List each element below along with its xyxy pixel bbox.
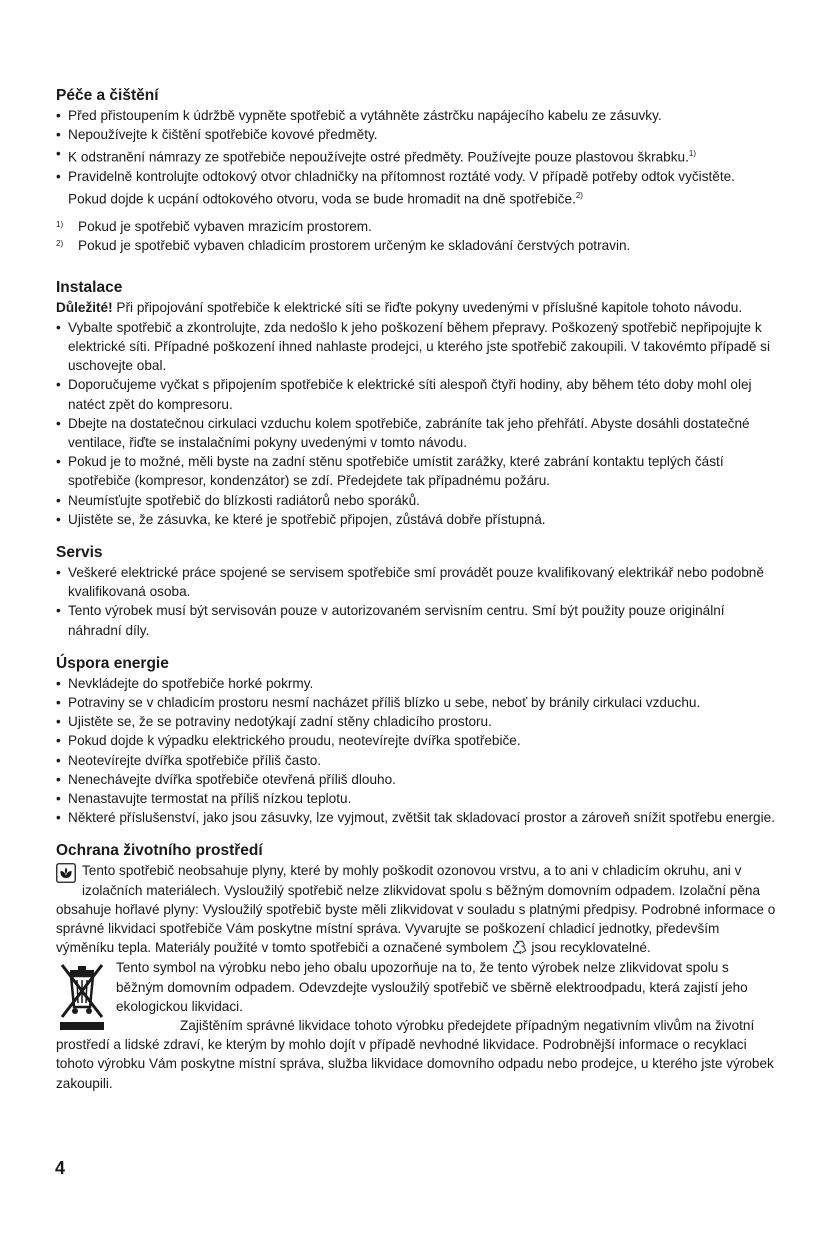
list-item: • Dbejte na dostatečnou cirkulaci vzduchu kolem spotřebiče, zabráníte tak jeho přehřátí. Abyste dosáhli dostatečné ventilace, řiďte se instalačními pokyny uvedenými v tomto návodu.	[56, 414, 776, 452]
care-title: Péče a čištění	[56, 87, 159, 104]
install-list	[56, 318, 776, 529]
ozone-friendly-icon	[56, 863, 76, 883]
list-item: • Před přistoupením k údržbě vypněte spotřebič a vytáhněte zástrčku napájecího kabelu ze zásuvky.	[56, 106, 776, 125]
list-item: • Neumísťujte spotřebič do blízkosti radiátorů nebo sporáků.	[56, 491, 776, 510]
list-item: • Nepoužívejte k čištění spotřebiče kovové předměty.	[56, 125, 776, 144]
environment-section	[56, 841, 776, 1092]
list-item: • Vybalte spotřebič a zkontrolujte, zda nedošlo k jeho poškození během přepravy. Poškozený spotřebič nepřipojujte k elektrické síti. Případné poškození ihned nahlaste prodejci, u kterého jste spotřebič zakoupili. V takovémto případě si uschovejte obal.	[56, 318, 776, 376]
list-item: • K odstranění námrazy ze spotřebiče nepoužívejte ostré předměty. Používejte pouze plastovou škrabku.$^{1)}$	[56, 144, 776, 167]
recycle-icon	[512, 940, 528, 954]
list-item: • Nevkládejte do spotřebiče horké pokrmy.	[56, 674, 776, 693]
disposal-paragraph: Zajištěním správné likvidace tohoto výrobku předejdete případným negativním vlivům na životní prostředí a lidské zdraví, ke kterým by mohlo dojít v případě nevhodné likvidace. Podrobnější informace o recyklaci tohoto výrobku Vám poskytne místní správa, služba likvidace domovního odpadu nebo prodejce, u kterého jste výrobek zakoupili.	[56, 1017, 774, 1091]
footnotes	[56, 217, 776, 255]
footnote: $^{1)}$ Pokud je spotřebič vybaven mrazicím prostorem.	[56, 219, 372, 235]
list-item: • Tento výrobek musí být servisován pouze v autorizovaném servisním centru. Smí být použity pouze originální náhradní díly.	[56, 601, 776, 639]
list-item: • Nenastavujte termostat na příliš nízkou teplotu.	[56, 789, 776, 808]
list-item: • Ujistěte se, že zásuvka, ke které je spotřebič připojen, zůstává dobře přístupná.	[56, 510, 776, 529]
energy-title: Úspora energie	[56, 654, 169, 672]
list-item: • Některé příslušenství, jako jsou zásuvky, lze vyjmout, zvětšit tak skladovací prostor a zároveň snížit spotřebu energie.	[56, 808, 776, 827]
list-item: • Ujistěte se, že se potraviny nedotýkají zadní stěny chladicího prostoru.	[56, 712, 776, 731]
list-item: • Pokud dojde k výpadku elektrického proudu, neotevírejte dvířka spotřebiče.	[56, 731, 776, 750]
weee-paragraph: Tento symbol na výrobku nebo jeho obalu upozorňuje na to, že tento výrobek nelze zlikvidovat spolu s běžným domovním odpadem. Odevzdejte vysloužilý spotřebič ve sběrně elektroodpadu, která zajistí jeho ekologickou likvidaci.	[56, 958, 776, 1016]
list-item: • Pokud je to možné, měli byste na zadní stěnu spotřebiče umístit zarážky, které zabrání kontaktu teplých částí spotřebiče (kompresor, kondenzátor) se zdí. Předejdete tak případnému požáru.	[56, 452, 776, 490]
install-title: Instalace	[56, 279, 123, 297]
footnote: $^{2)}$ Pokud je spotřebič vybaven chladicím prostorem určeným ke skladování čerstvých potravin.	[56, 238, 631, 254]
environment-title: Ochrana životního prostředí	[56, 842, 263, 860]
service-title: Servis	[56, 543, 103, 561]
page-number: 4	[55, 1158, 66, 1178]
service-list	[56, 563, 776, 640]
care-section	[56, 86, 776, 255]
crossed-out-bin-icon	[56, 961, 108, 1031]
environment-paragraph: Tento spotřebič neobsahuje plyny, které by mohly poškodit ozonovou vrstvu, a to ani v chladicím okruhu, ani v izolačních materiálech. Vysloužilý spotřebič nelze zlikvidovat spolu s běžným domovním odpadem. Izolační pěna obsahuje hořlavé plyny: Vysloužilý spotřebič byste měli zlikvidovat v souladu s platnými předpisy. Podrobné informace o správné likvidaci spotřebiče Vám poskytne místní správa. Vyvarujte se poškození chladicí jednotky, především výměníku tepla. Materiály použité v tomto spotřebiči a označené symbolem jsou recyklovatelné.	[56, 863, 776, 956]
install-section	[56, 278, 776, 528]
important-note: Důležité! Při připojování spotřebiče k elektrické síti se řiďte pokyny uvedenými v příslušné kapitole tohoto návodu.	[56, 300, 743, 316]
list-item: • Nenechávejte dvířka spotřebiče otevřená příliš dlouho.	[56, 770, 776, 789]
service-section	[56, 543, 776, 640]
list-item: • Neotevírejte dvířka spotřebiče příliš často.	[56, 751, 776, 770]
energy-section	[56, 654, 776, 828]
list-item: • Veškeré elektrické práce spojené se servisem spotřebiče smí provádět pouze kvalifikovaný elektrikář nebo podobně kvalifikovaná osoba.	[56, 563, 776, 601]
list-item: • Pravidelně kontrolujte odtokový otvor chladničky na přítomnost roztáté vody. V případě potřeby odtok vyčistěte. Pokud dojde k ucpání odtokového otvoru, voda se bude hromadit na dně spotřebiče.$^{2)}$	[56, 167, 776, 209]
manual-page	[56, 86, 776, 1093]
footnote-mark: 2)	[575, 191, 583, 201]
care-list	[56, 106, 776, 209]
footnote-mark: 1)	[688, 149, 696, 159]
energy-list	[56, 674, 776, 828]
list-item: • Potraviny se v chladicím prostoru nesmí nacházet příliš blízko u sebe, neboť by bránily cirkulaci vzduchu.	[56, 693, 776, 712]
list-item: • Doporučujeme vyčkat s připojením spotřebiče k elektrické síti alespoň čtyři hodiny, aby během této doby mohl olej natéct zpět do kompresoru.	[56, 375, 776, 413]
